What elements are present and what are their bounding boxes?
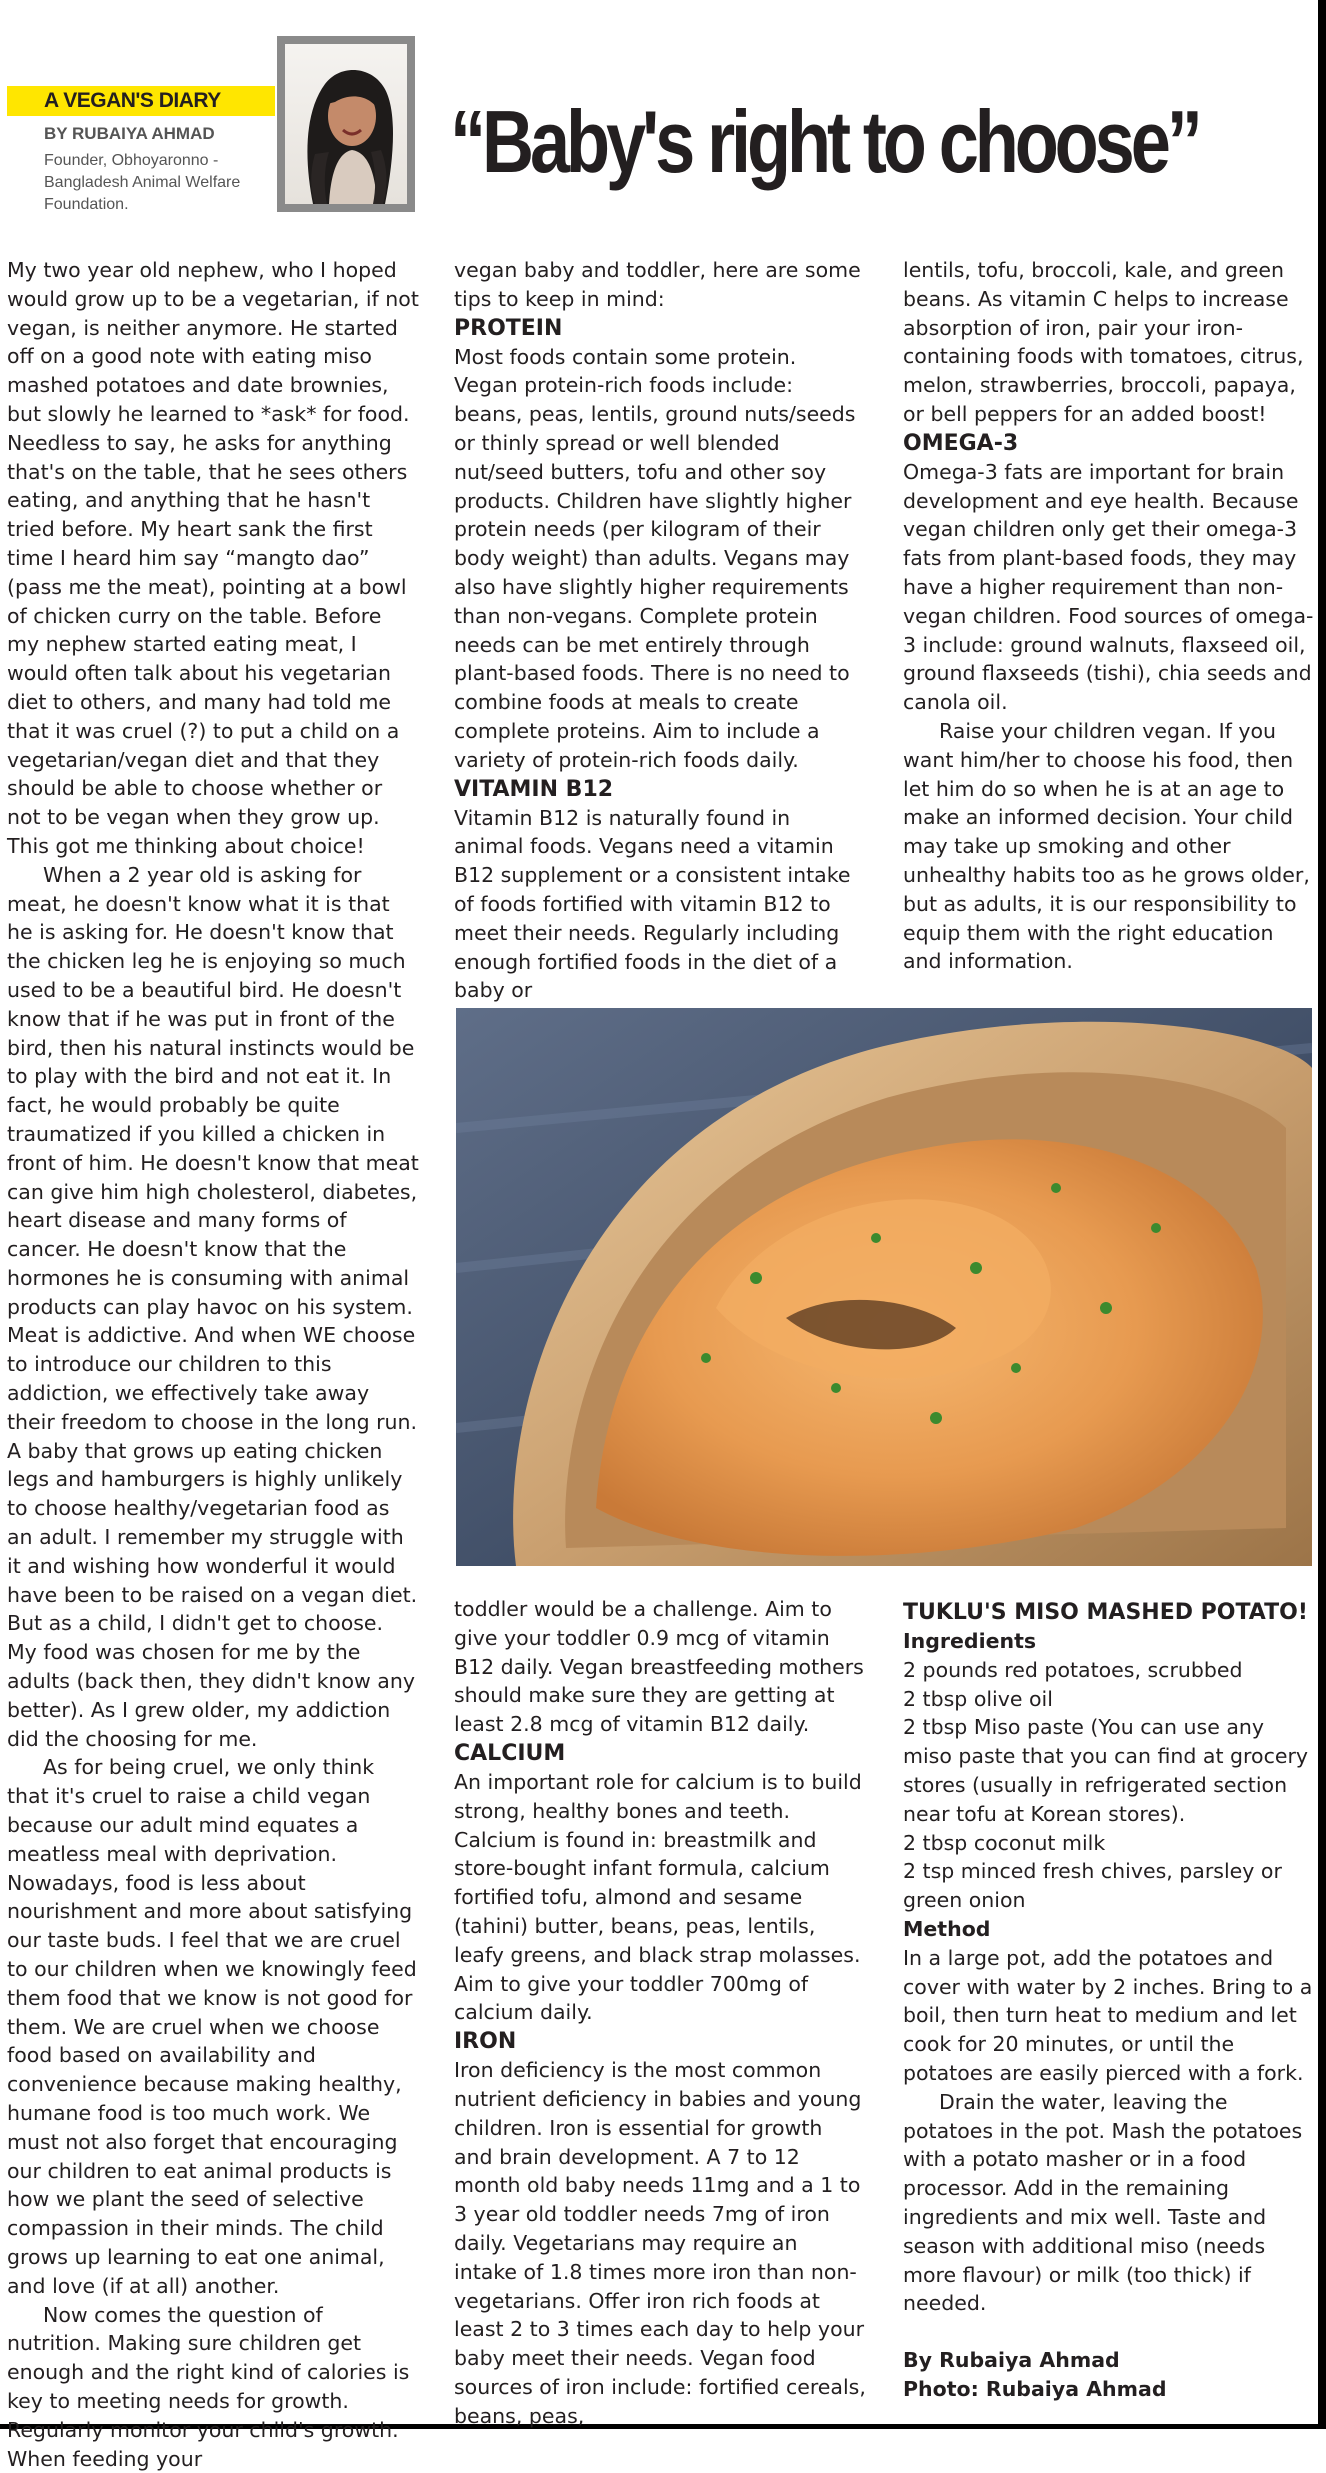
author-photo: [277, 36, 415, 212]
body-paragraph: vegan baby and toddler, here are some tips to keep in mind:: [454, 258, 861, 311]
subhead-protein: PROTEIN: [454, 315, 563, 341]
column-1: [7, 256, 419, 2473]
column-3-top: [903, 256, 1315, 976]
recipe-title: TUKLU'S MISO MASHED POTATO!: [903, 1600, 1308, 1625]
column-2-top: [454, 256, 866, 1005]
body-paragraph: toddler would be a challenge. Aim to give your toddler 0.9 mcg of vitamin B12 daily. Vegan breastfeeding mothers should make sure they are getting at least 2.8 mcg of vitamin B12 daily.: [454, 1597, 864, 1737]
section-label: A VEGAN'S DIARY: [44, 89, 221, 112]
column-2-bottom: [454, 1595, 866, 2431]
body-paragraph: lentils, tofu, broccoli, kale, and green beans. As vitamin C helps to increase absorption of iron, pair your iron-containing foods with tomatoes, citrus, melon, strawberries, broccoli, papaya, or bell peppers for an added boost!: [903, 258, 1304, 426]
headline: “Baby's right to choose”: [450, 92, 1199, 191]
body-paragraph: Iron deficiency is the most common nutrient deficiency in babies and young children. Iron is essential for growth and brain development. A 7 to 12 month old baby needs 11mg and a 1 to 3 year old toddler needs 7mg of iron daily. Vegetarians may require an intake of 1.8 times more iron than non-vegetarians. Offer iron rich foods at least 2 to 3 times each day to help your baby meet their needs. Vegan food sources of iron include: fortified cereals, beans, peas,: [454, 2058, 866, 2428]
ingredient-item: 2 pounds red potatoes, scrubbed: [903, 1657, 1243, 1682]
body-paragraph: Raise your children vegan. If you want him/her to choose his food, then let him do so when he is at an age to make an informed decision. Your child may take up smoking and other unhealthy habits too as he grows older, but as adults, it is our responsibility to equip them with the right education and information.: [903, 718, 1310, 974]
ingredient-item: 2 tbsp coconut milk: [903, 1830, 1106, 1855]
credit-author: By Rubaiya Ahmad: [903, 2348, 1120, 2373]
body-paragraph: When a 2 year old is asking for meat, he doesn't know what it is that he is asking for. He doesn't know that the chicken leg he is enjoying so much used to be a beautiful bird. He doesn't know that if he was put in front of the bird, then his natural instincts would be to play with the bird and not eat it. In fact, he would probably be quite traumatized if you killed a chicken in front of him. He doesn't know that meat can give him high cholesterol, diabetes, heart disease and many forms of cancer. He doesn't know that the hormones he is consuming with animal products can play havoc on his system. Meat is addictive. And when WE choose to introduce our children to this addiction, we effectively take away their freedom to choose in the long run. A baby that grows up eating chicken legs and hamburgers is highly unlikely to choose healthy/vegetarian food as an adult. I remember my struggle with it and wishing how wonderful it would have been to be raised on a vegan diet. But as a child, I didn't get to choose. My food was chosen for me by the adults (back then, they didn't know any better). As I grew older, my addiction did the choosing for me.: [7, 862, 419, 1751]
body-paragraph: An important role for calcium is to build strong, healthy bones and teeth. Calcium is found in: breastmilk and store-bought infant formula, calcium fortified tofu, almond and sesame (tahini) butter, beans, peas, lentils, leafy greens, and black strap molasses. Aim to give your toddler 700mg of calcium daily.: [454, 1769, 862, 2025]
subhead-iron: IRON: [454, 2029, 517, 2055]
food-photo: [456, 1008, 1312, 1566]
ingredient-item: 2 tbsp Miso paste (You can use any miso paste that you can find at grocery stores (usually in refrigerated section near tofu at Korean stores).: [903, 1715, 1309, 1826]
method-paragraph: In a large pot, add the potatoes and cover with water by 2 inches. Bring to a boil, then turn heat to medium and let cook for 20 minutes, or until the potatoes are easily pierced with a fork.: [903, 1945, 1313, 2085]
recipe-box: [903, 1598, 1315, 2404]
method-heading: Method: [903, 1916, 991, 1941]
body-paragraph: My two year old nephew, who I hoped would grow up to be a vegetarian, if not vegan, is neither anymore. He started off on a good note with eating miso mashed potatoes and date brownies, but slowly he learned to *ask* for food. Needless to say, he asks for anything that's on the table, that he sees others eating, and anything that he hasn't tried before. My heart sank the first time I heard him say “mangto dao” (pass me the meat), pointing at a bowl of chicken curry on the table. Before my nephew started eating meat, I would often talk about his vegetarian diet to others, and many had told me that it was cruel (?) to put a child on a vegetarian/vegan diet and that they should be able to choose whether or not to be vegan when they grow up. This got me thinking about choice!: [7, 258, 419, 858]
body-paragraph: Omega-3 fats are important for brain development and eye health. Because vegan children only get their omega-3 fats from plant-based foods, they may have a higher requirement than non-vegan children. Food sources of omega-3 include: ground walnuts, flaxseed oil, ground flaxseeds (tishi), chia seeds and canola oil.: [903, 459, 1314, 715]
author-portrait-image: [285, 44, 407, 204]
body-paragraph: Now comes the question of nutrition. Making sure children get enough and the right kind of calories is key to meeting needs for growth. Regularly monitor your child's growth. When feeding your: [7, 2302, 410, 2471]
mashed-potato-image: [456, 1008, 1312, 1566]
credit-photo: Photo: Rubaiya Ahmad: [903, 2376, 1167, 2401]
author-description: Founder, Obhoyaronno - Bangladesh Animal Welfare Foundation.: [44, 152, 241, 213]
author-byline: BY RUBAIYA AHMAD: [44, 124, 215, 143]
subhead-vitamin-b12: VITAMIN B12: [454, 776, 614, 802]
subhead-omega-3: OMEGA-3: [903, 430, 1019, 456]
body-paragraph: Most foods contain some protein. Vegan protein-rich foods include: beans, peas, lentils, ground nuts/seeds or thinly spread or well blended nut/seed butters, tofu and other soy products. Children have slightly higher protein needs (per kilogram of their body weight) than adults. Vegans may also have slightly higher requirements than non-vegans. Complete protein needs can be met entirely through plant-based foods. There is no need to combine foods at meals to create complete proteins. Aim to include a variety of protein-rich foods daily.: [454, 344, 856, 772]
method-paragraph: Drain the water, leaving the potatoes in the pot. Mash the potatoes with a potato masher or in a food processor. Add in the remaining ingredients and mix well. Taste and season with additional miso (needs more flavour) or milk (too thick) if needed.: [903, 2089, 1303, 2316]
ingredient-item: 2 tbsp olive oil: [903, 1686, 1053, 1711]
ingredients-heading: Ingredients: [903, 1629, 1037, 1653]
subhead-calcium: CALCIUM: [454, 1740, 566, 1766]
body-paragraph: As for being cruel, we only think that it's cruel to raise a child vegan because our adult mind equates a meatless meal with deprivation. Nowadays, food is less about nourishment and more about satisfying our taste buds. I feel that we are cruel to our children when we knowingly feed them food that we know is not good for them. We are cruel when we choose food based on availability and convenience because making healthy, humane food is too much work. We must not also forget that encouraging our children to eat animal products is how we plant the seed of selective compassion in their minds. The child grows up learning to eat one animal, and love (if at all) another.: [7, 1755, 417, 2298]
page-edge-bar: [1318, 0, 1326, 2429]
ingredient-item: 2 tsp minced fresh chives, parsley or green onion: [903, 1859, 1282, 1913]
body-paragraph: Vitamin B12 is naturally found in animal foods. Vegans need a vitamin B12 supplement or a consistent intake of foods fortified with vitamin B12 to meet their needs. Regularly including enough fortified foods in the diet of a baby or: [454, 805, 851, 1003]
